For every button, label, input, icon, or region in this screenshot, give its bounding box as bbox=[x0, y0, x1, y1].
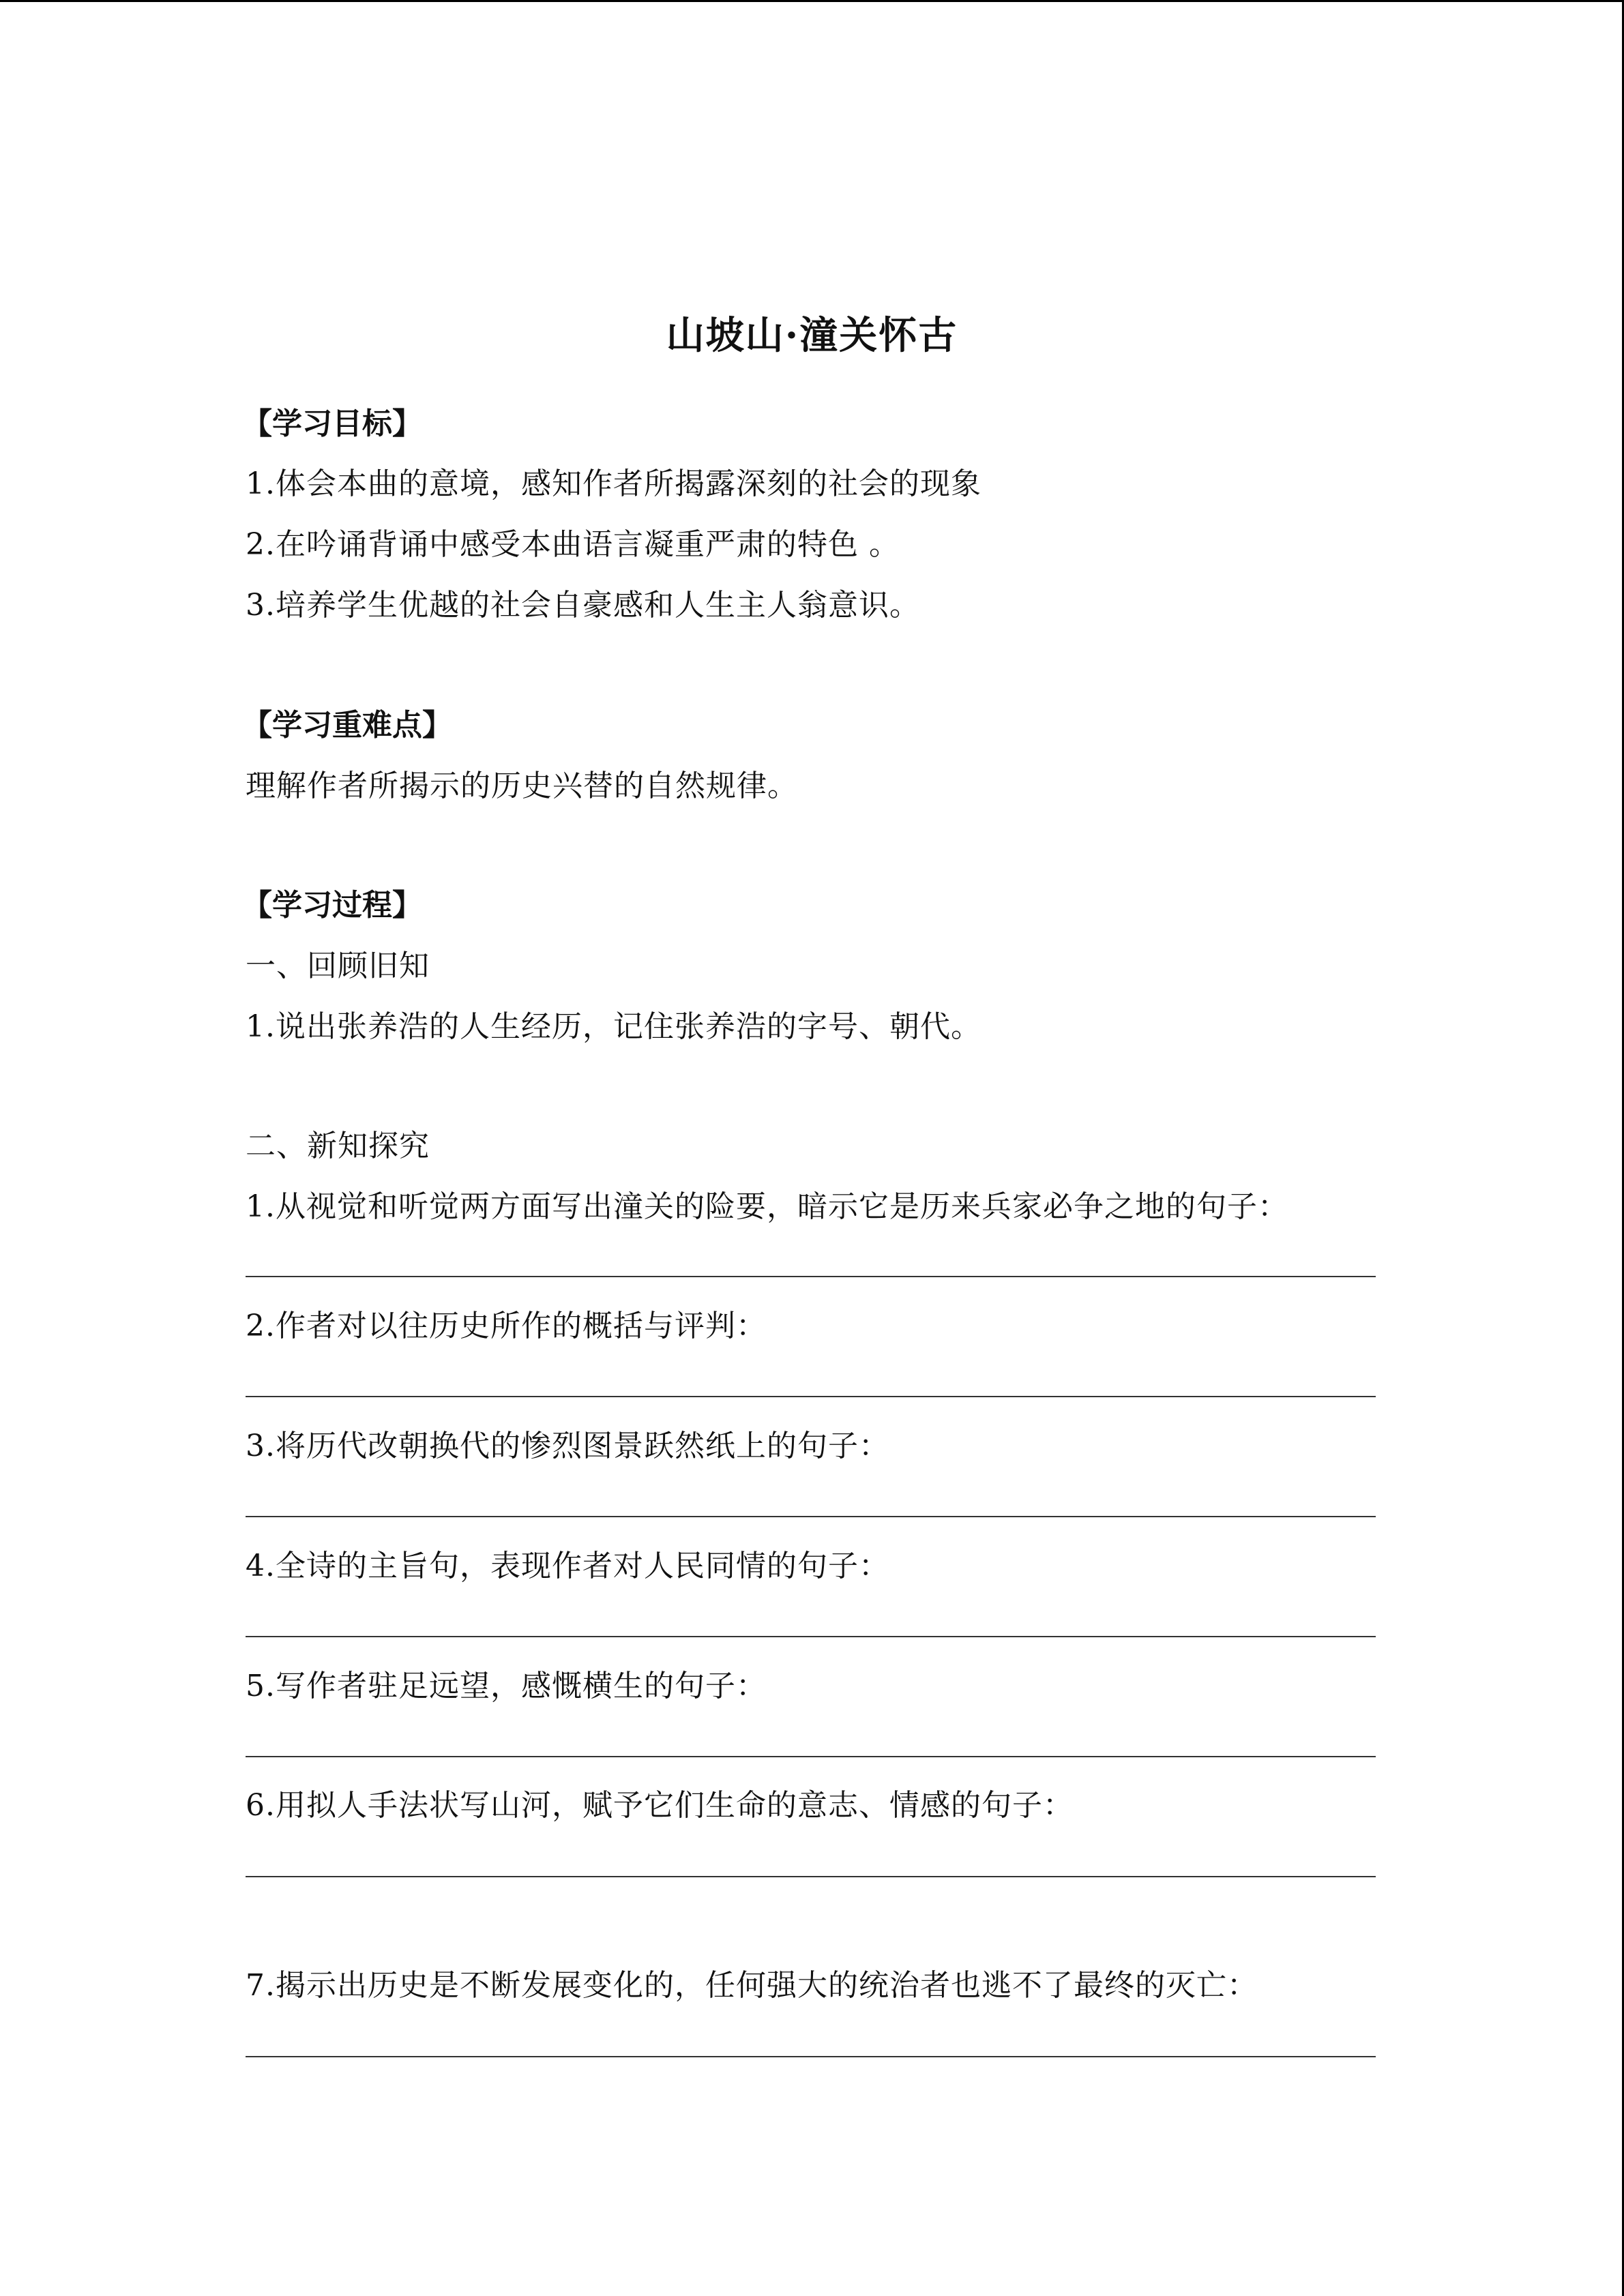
goals-heading: 【学习目标】 bbox=[242, 406, 422, 441]
page-title: 山坡山·潼关怀古 bbox=[666, 313, 958, 358]
review-title: 一、回顾旧知 bbox=[246, 949, 430, 983]
answer-line-1 bbox=[246, 1276, 1376, 1277]
question-4: 4.全诗的主旨句，表现作者对人民同情的句子： bbox=[246, 1549, 889, 1583]
goal-item-1: 1.体会本曲的意境，感知作者所揭露深刻的社会的现象 bbox=[246, 466, 981, 501]
question-6: 6.用拟人手法状写山河，赋予它们生命的意志、情感的句子： bbox=[246, 1788, 1074, 1823]
answer-line-6 bbox=[246, 1876, 1376, 1877]
goal-item-3: 3.培养学生优越的社会自豪感和人生主人翁意识。 bbox=[246, 588, 920, 623]
goal-item-2: 2.在吟诵背诵中感受本曲语言凝重严肃的特色 。 bbox=[246, 527, 900, 562]
page-top-border bbox=[0, 0, 1624, 2]
question-1: 1.从视觉和听觉两方面写出潼关的险要，暗示它是历来兵家必争之地的句子： bbox=[246, 1189, 1288, 1224]
answer-line-5 bbox=[246, 1756, 1376, 1757]
question-7: 7.揭示出历史是不断发展变化的，任何强大的统治者也逃不了最终的灭亡： bbox=[246, 1968, 1258, 2003]
explore-title: 二、新知探究 bbox=[246, 1129, 430, 1163]
answer-line-4 bbox=[246, 1636, 1376, 1637]
question-3: 3.将历代改朝换代的惨烈图景跃然纸上的句子： bbox=[246, 1429, 889, 1463]
key-points-text: 理解作者所揭示的历史兴替的自然规律。 bbox=[246, 769, 798, 803]
question-2: 2.作者对以往历史所作的概括与评判： bbox=[246, 1309, 767, 1343]
question-5: 5.写作者驻足远望，感慨横生的句子： bbox=[246, 1669, 767, 1703]
process-heading: 【学习过程】 bbox=[242, 888, 422, 923]
answer-line-2 bbox=[246, 1396, 1376, 1397]
answer-line-7 bbox=[246, 2056, 1376, 2057]
review-item-1: 1.说出张养浩的人生经历，记住张养浩的字号、朝代。 bbox=[246, 1009, 981, 1044]
answer-line-3 bbox=[246, 1516, 1376, 1517]
key-points-heading: 【学习重难点】 bbox=[242, 708, 452, 743]
